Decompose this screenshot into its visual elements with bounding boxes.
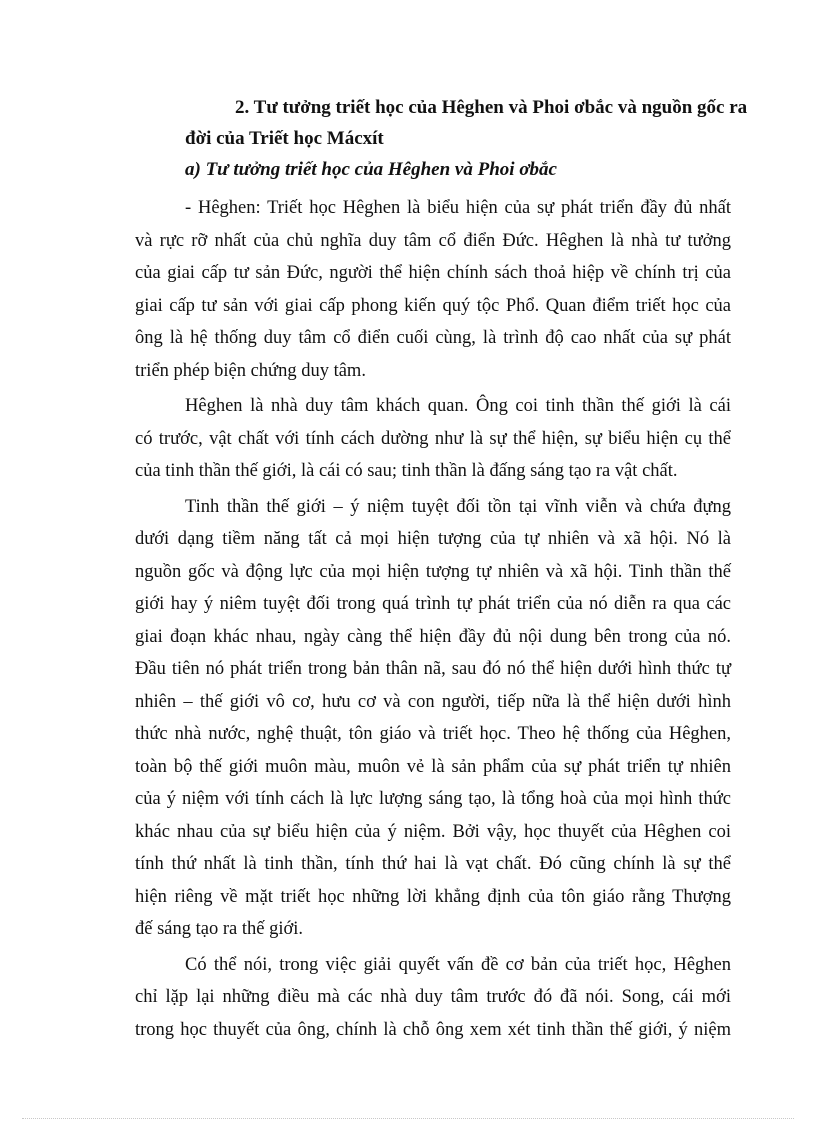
paragraph-line: - Hêghen: Triết học Hêghen là biểu hiện của sự phát triển đầy đủ nhất [185,198,731,218]
paragraph-line: toàn bộ thế giới muôn màu, muôn vẻ là sản phẩm của sự phát triển tự nhiên [135,756,731,777]
paragraph-line: giai cấp tư sản với giai cấp phong kiến quý tộc Phổ. Quan điểm triết học của [135,295,731,316]
paragraph-line: Đầu tiên nó phát triển trong bản thân nã, sau đó nó thể hiện dưới hình thức tự [135,659,731,679]
paragraph-line: triển phép biện chứng duy tâm. [135,360,366,381]
paragraph-line: và rực rỡ nhất của chủ nghĩa duy tâm cổ điển Đức. Hêghen là nhà tư tưởng [135,230,731,251]
section-heading-line: đời của Triết học Mácxít [185,128,384,149]
paragraph-line: chỉ lặp lại những điều mà các nhà duy tâm trước đó đã nói. Song, cái mới [135,987,731,1007]
paragraph-line: có trước, vật chất với tính cách dường như là sự thể hiện, sự biểu hiện cụ thể [135,428,731,449]
paragraph-line: dưới dạng tiềm năng tất cả mọi hiện tượng của tự nhiên và xã hội. Nó là [135,529,731,549]
body-text [135,192,731,1046]
paragraph [135,491,731,946]
paragraph-line: khác nhau của sự biểu hiện của ý niệm. Bởi vậy, học thuyết của Hêghen coi [135,821,731,842]
paragraph-line: Tinh thần thế giới – ý niệm tuyệt đối tồn tại vĩnh viễn và chứa đựng [185,496,731,517]
page-footer-divider [22,1118,794,1119]
paragraph-line: ông là hệ thống duy tâm cổ điển cuối cùng, là trình độ cao nhất của sự phát [135,328,731,348]
paragraph-line: Hêghen là nhà duy tâm khách quan. Ông coi tinh thần thế giới là cái [185,396,731,416]
paragraph-line: nhiên – thế giới vô cơ, hưu cơ và con người, tiếp nữa là thể hiện dưới hình [135,691,731,712]
document-page [135,92,748,1046]
subsection-heading: a) Tư tưởng triết học của Hêghen và Phoi ơbắc [185,159,557,180]
paragraph-line: của tinh thần thế giới, là cái có sau; tinh thần là đấng sáng tạo ra vật chất. [135,461,678,481]
paragraph [135,949,731,1047]
paragraph-line: giai đoạn khác nhau, ngày càng thể hiện đầy đủ nội dung bên trong của nó. [135,626,731,647]
section-heading [135,92,748,154]
paragraph-line: hiện riêng về mặt triết học những lời khẳng định của tôn giáo rằng Thượng [135,886,731,907]
paragraph-line: của giai cấp tư sản Đức, người thể hiện chính sách thoả hiệp về chính trị của [135,263,731,283]
paragraph-line: đế sáng tạo ra thế giới. [135,919,304,939]
paragraph-line: nguồn gốc và động lực của mọi hiện tượng tự nhiên và xã hội. Tinh thần thế [135,561,731,582]
paragraph-line: của ý niệm với tính cách là lực lượng sáng tạo, là tổng hoà của mọi hình thức [135,789,731,809]
paragraph [135,192,731,387]
paragraph-line: thức nhà nước, nghệ thuật, tôn giáo và triết học. Theo hệ thống của Hêghen, [135,724,731,744]
paragraph-line: Có thể nói, trong việc giải quyết vấn đề cơ bản của triết học, Hêghen [185,954,731,975]
paragraph-line: giới hay ý niêm tuyệt đối trong quá trình tự phát triển của nó diễn ra qua các [135,594,731,614]
paragraph-line: tính thứ nhất là tinh thần, tính thứ hai là vạt chất. Đó cũng chính là sự thể [135,854,731,874]
paragraph [135,390,731,488]
paragraph-line: trong học thuyết của ông, chính là chỗ ông xem xét tinh thần thế giới, ý niệm [135,1019,731,1040]
section-heading-line: 2. Tư tưởng triết học của Hêghen và Phoi ơbắc và nguồn gốc ra [235,97,748,118]
